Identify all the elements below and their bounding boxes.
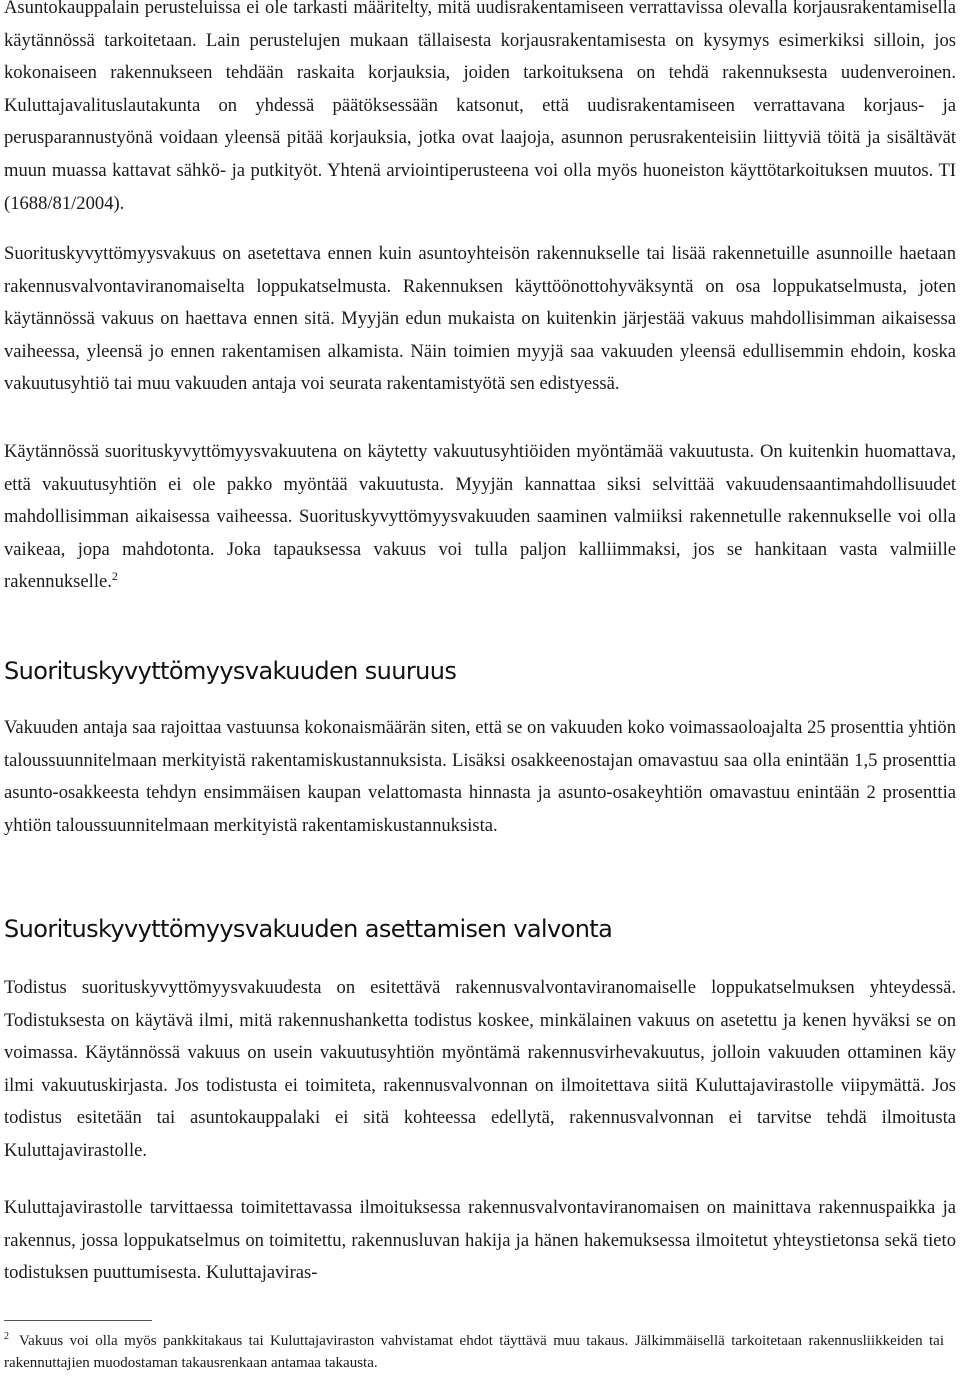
paragraph-text: Kuluttajavirastolle tarvittaessa toimitettavassa ilmoituksessa rakennusvalvontaviranomaisen on mainittava rakennuspaikka ja rakennus, jossa loppukatselmus on toimitettu, rakennusluvan hakija ja hänen hakemuksessa ilmoitetut yhteystietonsa sekä tieto todistuksen puuttumisesta. Kuluttajaviras- (4, 1197, 956, 1284)
footnote-text: Vakuus voi olla myös pankkitakaus tai Kuluttajaviraston vahvistamat ehdot täyttävä muu takaus. Jälkimmäisellä tarkoitetaan rakennusliikkeiden tai rakennuttajien muodostaman takausrenkaan antamaa takausta. (4, 1333, 944, 1371)
paragraph-text: Käytännössä suorituskyvyttömyysvakuutena on käytetty vakuutusyhtiöiden myöntämää vakuutusta. On kuitenkin huomattava, että vakuutusyhtiön ei ole pakko myöntää vakuutusta. Myyjän kannattaa siksi selvittää vakuudensaantimahdollisuudet mahdollisimman aikaisessa vaiheessa. Suorituskyvyttömyysvakuuden saaminen valmiiksi rakennetulle rakennukselle voi olla vaikeaa, jopa mahdotonta. Joka tapauksessa vakuus voi tulla paljon kalliimmaksi, jos se hankitaan vasta valmiille rakennukselle. (4, 441, 956, 593)
paragraph-text: Suorituskyvyttömyysvakuus on asetettava ennen kuin asuntoyhteisön rakennukselle tai lisää rakennetuille asunnoille haetaan rakennusvalvontaviranomaiselta loppukatselmusta. Rakennuksen käyttöönottohyväksyntä on osa loppukatselmusta, joten käytännössä vakuus on haettava ennen sitä. Myyjän edun mukaista on kuitenkin järjestää vakuus mahdollisimman aikaisessa vaiheessa, yleensä jo ennen rakentamisen alkamista. Näin toimien myyjä saa vakuuden yleensä edullisemmin ehdoin, koska vakuutusyhtiö tai muu vakuuden antaja voi seurata rakentamistyötä sen edistyessä. (4, 243, 956, 395)
footnote (4, 1330, 944, 1374)
footnote-reference: 2 (111, 569, 118, 584)
paragraph-text: Vakuuden antaja saa rajoittaa vastuunsa kokonaismäärän siten, että se on vakuuden koko voimassaoloajalta 25 prosenttia yhtiön taloussuunnitelmaan merkityistä rakentamiskustannuksista. Lisäksi osakkeenostajan omavastuu saa olla enintään 1,5 prosenttia asunto-osakkeesta tehdyn ensimmäisen kaupan velattomasta hinnasta ja asunto-osakeyhtiön omavastuu enintään 2 prosenttia yhtiön taloussuunnitelmaan merkityistä rakentamiskustannuksista. (4, 717, 956, 836)
footnote-number: 2 (4, 1331, 9, 1342)
paragraph-vakuuden-asettaminen (4, 238, 956, 401)
paragraph-text: Todistus suorituskyvyttömyysvakuudesta on esitettävä rakennusvalvontaviranomaiselle loppukatselmuksen yhteydessä. Todistuksesta on käytävä ilmi, mitä rakennushanketta todistus koskee, minkälainen vakuus on asetettu ja kenen hyväksi se on voimassa. Käytännössä vakuus on usein vakuutusyhtiön myöntämä rakennusvirhevakuutus, jolloin vakuuden ottaminen käy ilmi vakuutuskirjasta. Jos todistusta ei toimiteta, rakennusvalvonnan on ilmoitettava siitä Kuluttajavirastolle viipymättä. Jos todistus esitetään tai asuntokauppalaki ei sitä kohteessa edellytä, rakennusvalvonnan ei tarvitse tehdä ilmoitusta Kuluttajavirastolle. (4, 977, 956, 1161)
footnote-divider (4, 1320, 152, 1321)
paragraph-vakuutus-kaytannossa (4, 436, 956, 599)
paragraph-text: Asuntokauppalain perusteluissa ei ole tarkasti määritelty, mitä uudisrakentamiseen verrattavissa olevalla korjausrakentamisella käytännössä tarkoitetaan. Lain perustelujen mukaan tällaisesta korjausrakentamisesta on kysymys esimerkiksi silloin, jos kokonaiseen rakennukseen tehdään raskaita korjauksia, joiden tarkoituksena on tehdä rakennuksesta uudenveroinen. Kuluttajavalituslautakunta on yhdessä päätöksessään katsonut, että uudisrakentamiseen verrattavana korjaus- ja perusparannustyönä voidaan yleensä pitää korjauksia, jotka ovat laajoja, asunnon perusrakenteisiin liittyviä töitä ja sisältävät muun muassa kattavat sähkö- ja putkityöt. Yhtenä arviointiperusteena voi olla myös huoneiston käyttötarkoituksen muutos. TI (1688/81/2004). (4, 0, 956, 214)
paragraph-suuruus (4, 712, 956, 842)
paragraph-korjausrakentaminen (4, 0, 956, 220)
paragraph-todistus (4, 972, 956, 1168)
paragraph-ilmoitus (4, 1192, 956, 1290)
section-heading-suuruus: Suorituskyvyttömyysvakuuden suuruus (4, 657, 457, 685)
section-heading-valvonta: Suorituskyvyttömyysvakuuden asettamisen valvonta (4, 915, 613, 943)
